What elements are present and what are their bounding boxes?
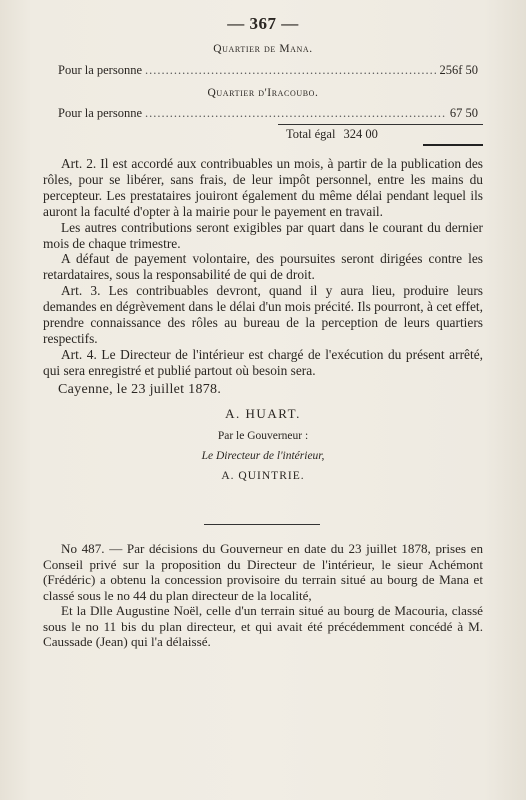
table-row-iracoubo (58, 106, 478, 121)
total-label: Total égal (286, 127, 336, 141)
article-3: Art. 3. Les contribuables devront, quand il y aura lieu, produire leurs demandes en dégrèvement dans le délai d'un mois précité. Ils pourront, à cet effet, prendre connaissance des rôles au bureau de la perception de leurs quartiers respectifs. (43, 283, 483, 346)
signatory-name: A. HUART. (225, 406, 301, 421)
dot-leader (145, 106, 447, 121)
article-2: Art. 2. Il est accordé aux contribuables un mois, à partir de la publication des rôles, pour se libérer, sans frais, de leur impôt personnel, entre les mains du percepteur. Les prestataires jouiront également du même délai pendant lequel ils auront la faculté d'opter à la mairie pour le payement en travail. (43, 156, 483, 219)
page-number: — 367 — (227, 14, 299, 33)
row-label: Pour la personne (58, 106, 143, 120)
article-2-paragraph-3: A défaut de payement volontaire, des poursuites seront dirigées contre les retardataires, sous la responsabilité de qui de droit. (43, 251, 483, 283)
total-row (286, 127, 478, 142)
row-label: Pour la personne (58, 63, 143, 77)
total-double-rule (423, 144, 483, 146)
articles-block (43, 156, 483, 379)
section-heading-mana: Quartier de Mana. (213, 43, 313, 55)
row-amount: 256f 50 (439, 63, 478, 77)
total-amount: 324 00 (343, 127, 378, 141)
signature-director-title: Le Directeur de l'intérieur, (201, 450, 325, 462)
article-2-paragraph-2: Les autres contributions seront exigibles par quart dans le courant du dernier mois de chaque trimestre. (43, 219, 483, 251)
decision-block (43, 541, 483, 650)
dot-leader (145, 63, 436, 78)
decision-487: No 487. — Par décisions du Gouverneur en date du 23 juillet 1878, prises en Conseil privé sur la proposition du Directeur de l'intérieur, le sieur Achémont (Frédéric) a obtenu la concession provisoire du terrain situé au bourg de Mana et classé sous le no 44 du plan directeur de la localité, (43, 541, 483, 603)
section-separator (204, 524, 320, 525)
dateline: Cayenne, le 23 juillet 1878. (58, 382, 222, 397)
section-heading-iracoubo: Quartier d'Iracoubo. (207, 87, 319, 99)
table-row-mana (58, 63, 478, 78)
row-amount: 67 50 (449, 106, 478, 120)
signature-director-name: A. QUINTRIE. (221, 470, 305, 482)
signature-by-governor: Par le Gouverneur : (217, 430, 309, 442)
article-4: Art. 4. Le Directeur de l'intérieur est chargé de l'exécution du présent arrêté, qui sera enregistré et publié partout où besoin sera. (43, 346, 483, 378)
total-rule (278, 124, 483, 125)
decision-487-continued: Et la Dlle Augustine Noël, celle d'un terrain situé au bourg de Macouria, classé sous le no 11 bis du plan directeur, et qui avait été précédemment concédé à M. Caussade (Jean) qui l'a délaissé. (43, 603, 483, 649)
